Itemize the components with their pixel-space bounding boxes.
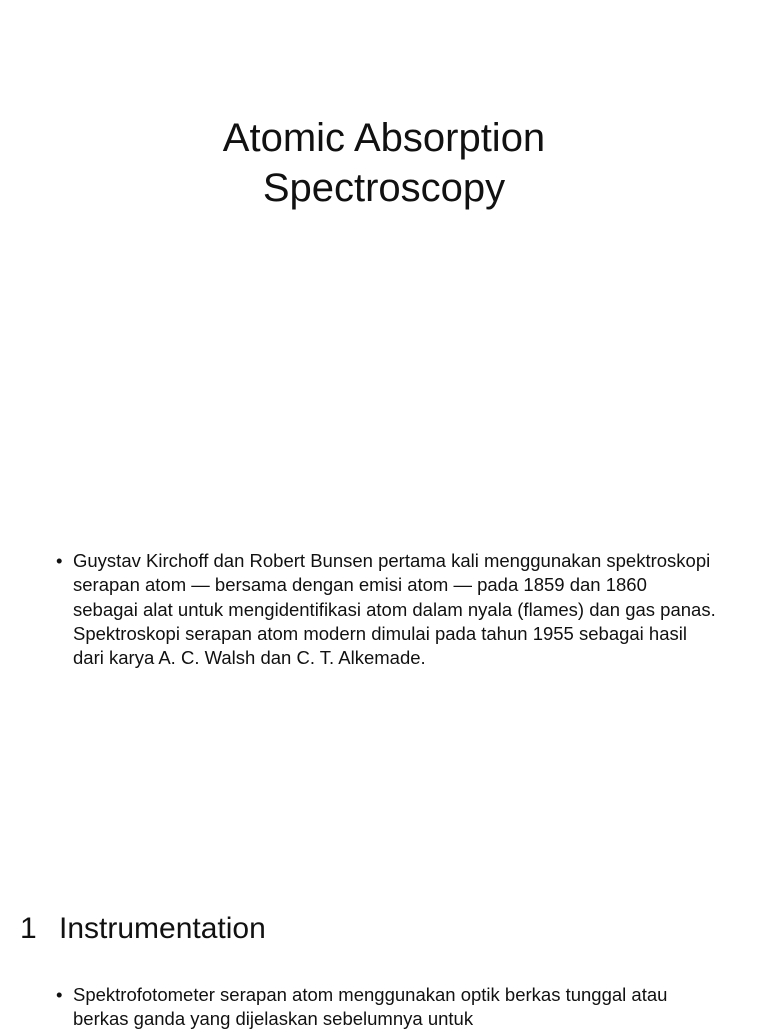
instrument-paragraph: Spektrofotometer serapan atom menggunakan optik berkas tunggal atau berkas ganda yang dijelaskan sebelumnya untuk [73,984,668,1030]
list-item [56,549,716,670]
section-title: Instrumentation [59,912,266,945]
section-heading [20,907,266,951]
list-item [56,983,716,1032]
slide-title-line-2: Spectroscopy [262,166,506,210]
section-number: 1 [20,912,37,945]
slide-title [0,113,768,213]
bullet-icon: • [56,550,63,571]
slide-title-line-1: Atomic Absorption [222,116,546,160]
intro-paragraph: Guystav Kirchoff dan Robert Bunsen pertama kali menggunakan spektroskopi serapan atom — bersama dengan emisi atom — pada 1859 dan 1860 sebagai alat untuk mengidentifikasi atom dalam nyala (flames) dan gas panas. Spektroskopi serapan atom modern dimulai pada tahun 1955 sebagai hasil dari karya A. C. Walsh dan C. T. Alkemade. [73,550,716,669]
bullet-icon: • [56,984,63,1005]
instrument-bullet-list [56,983,716,1032]
intro-bullet-list [56,549,716,670]
